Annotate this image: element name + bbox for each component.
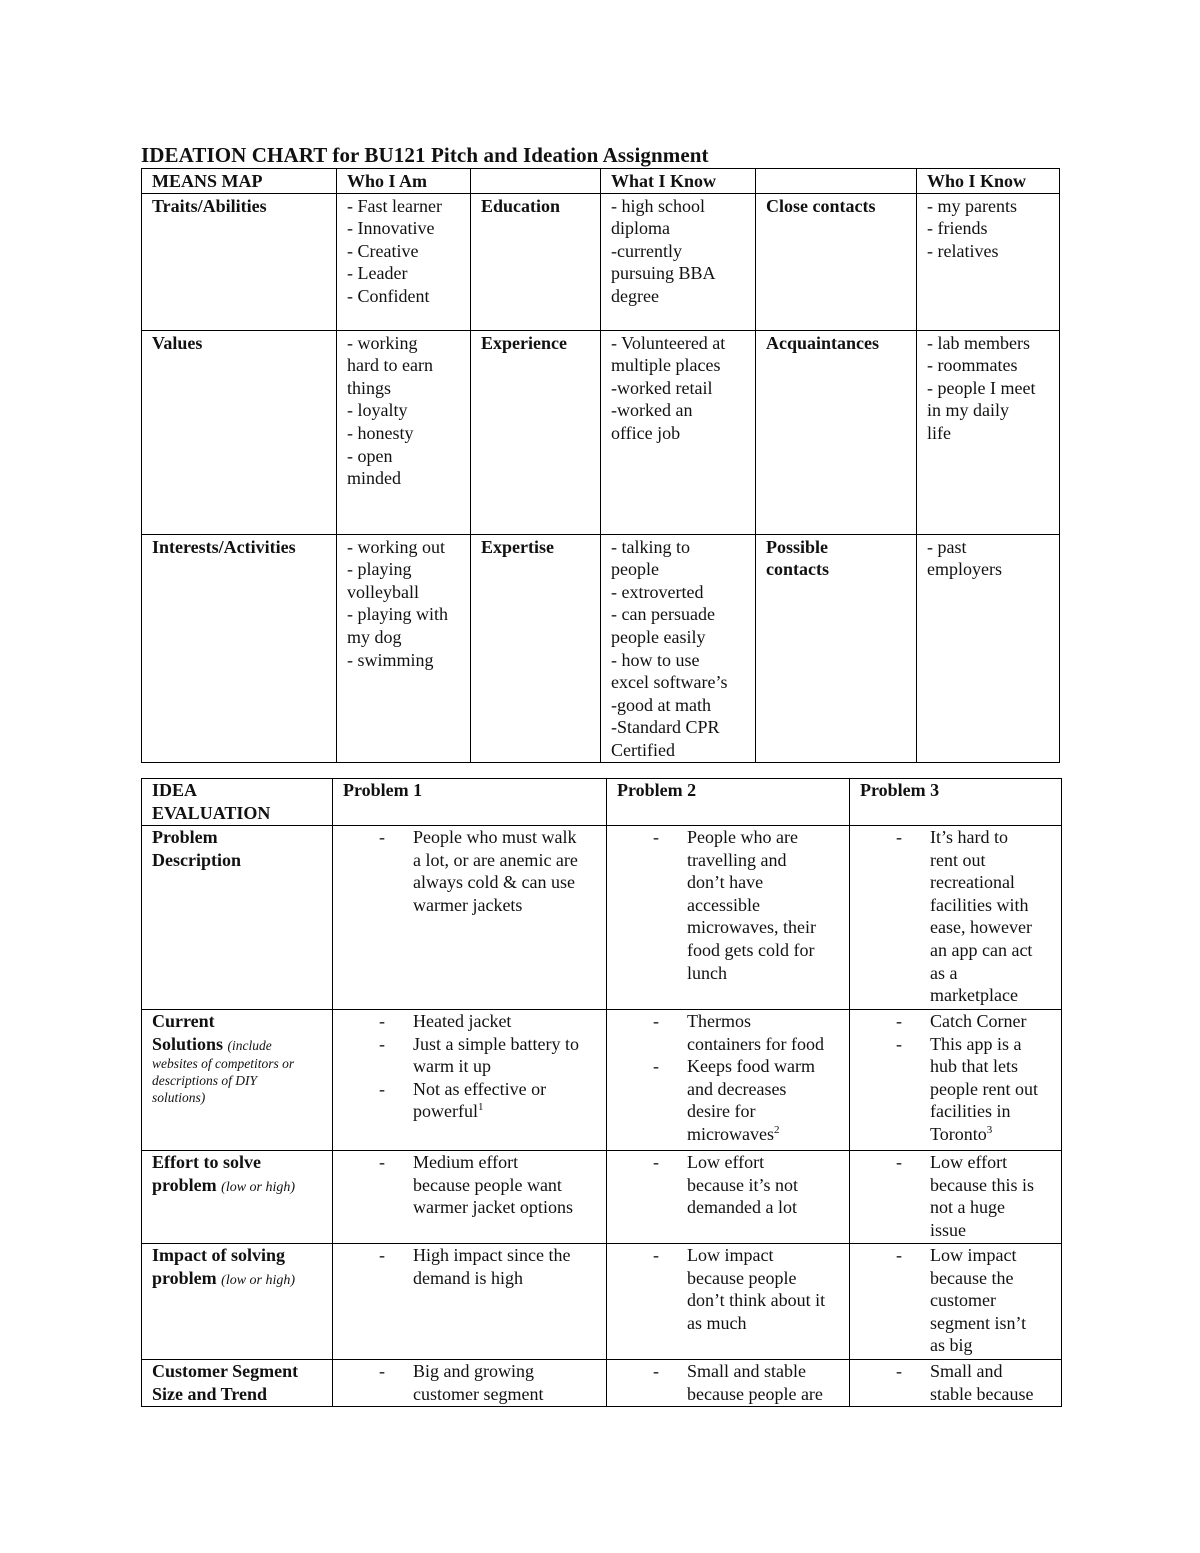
who-i-am-cell (337, 193, 471, 330)
cell-line: segment isn’t (930, 1312, 1027, 1333)
bullet-text (687, 1010, 841, 1055)
problem-2-cell (607, 1010, 850, 1151)
cell-line: diploma (611, 218, 670, 239)
bullet-item (343, 1151, 598, 1219)
bullet-text (413, 1033, 598, 1078)
eval-row-current-solutions (142, 1010, 1062, 1151)
cell-line: - how to use (611, 649, 700, 670)
footnote-marker[interactable]: 3 (986, 1123, 993, 1136)
cell-line: Heated jacket (413, 1011, 512, 1031)
cell-line: employers (927, 559, 1002, 580)
cell-line: recreational (930, 872, 1015, 893)
cell-line: customer segment (413, 1383, 544, 1404)
bullet-text (930, 1360, 1053, 1405)
cell-line: -currently (611, 240, 682, 261)
cell-line: don’t think about it (687, 1290, 826, 1311)
label-note: (include (227, 1037, 272, 1053)
cell-line: Catch Corner (930, 1011, 1027, 1031)
know-label: Experience (471, 330, 601, 534)
cell-line: -worked retail (611, 377, 713, 398)
bullet-item (617, 1360, 841, 1405)
header-who-i-know: Who I Know (917, 169, 1060, 194)
cell-line: - loyalty (347, 400, 408, 421)
cell-line: - swimming (347, 649, 434, 670)
cell-line: -Standard CPR (611, 717, 720, 738)
cell-line: -worked an (611, 400, 693, 421)
cell-line: facilities in (930, 1101, 1011, 1122)
cell-line: Low impact (687, 1245, 774, 1265)
row-label: Values (142, 330, 337, 534)
who-i-am-cell (337, 534, 471, 762)
bullet-dash: - (896, 1011, 902, 1031)
header-problem-2: Problem 2 (607, 779, 850, 826)
header-line: IDEA (152, 780, 198, 800)
cell-line: Big and growing (413, 1361, 534, 1381)
eval-row-effort (142, 1151, 1062, 1244)
bullet-item (617, 826, 841, 984)
label-line: Current (152, 1011, 215, 1031)
bullet-dash: - (379, 827, 385, 847)
eval-row-problem-description (142, 826, 1062, 1010)
cell-line: People who must walk (413, 827, 577, 847)
label-line: problem (152, 1174, 217, 1195)
header-problem-3: Problem 3 (850, 779, 1062, 826)
cell-line: stable because (930, 1383, 1034, 1404)
row-label (142, 1244, 333, 1360)
idea-evaluation-table (141, 778, 1062, 1407)
means-map-header-row (142, 169, 1060, 194)
cell-line: marketplace (930, 985, 1018, 1006)
cell-line: multiple places (611, 355, 721, 376)
bullet-item (617, 1244, 841, 1334)
cell-line: Thermos (687, 1011, 751, 1031)
header-blank-2 (756, 169, 917, 194)
cell-line: as big (930, 1335, 973, 1356)
cell-line: - Innovative (347, 218, 435, 239)
problem-3-cell (850, 1244, 1062, 1360)
header-problem-1: Problem 1 (333, 779, 607, 826)
problem-3-cell (850, 1151, 1062, 1244)
cell-text: powerful (413, 1101, 478, 1122)
cell-line: things (347, 377, 392, 398)
cell-line: life (927, 422, 951, 443)
cell-line: Low effort (930, 1152, 1008, 1172)
label-note: (low or high) (221, 1179, 296, 1195)
header-what-i-know: What I Know (601, 169, 756, 194)
cell-line: - talking to (611, 536, 690, 557)
bullet-item (860, 1010, 1053, 1033)
bullet-text (687, 1360, 841, 1405)
cell-line: not a huge (930, 1197, 1005, 1218)
cell-text: microwaves (687, 1123, 774, 1144)
bullet-text (687, 1055, 841, 1145)
bullet-dash: - (379, 1361, 385, 1381)
bullet-item (860, 1151, 1053, 1241)
cell-line: - working (347, 332, 418, 353)
bullet-dash: - (379, 1245, 385, 1265)
cell-line: as much (687, 1312, 747, 1333)
bullet-item (343, 1078, 598, 1123)
eval-row-impact (142, 1244, 1062, 1360)
cell-line: warmer jackets (413, 894, 523, 915)
header-blank-1 (471, 169, 601, 194)
bullet-dash: - (653, 1011, 659, 1031)
problem-1-cell (333, 1151, 607, 1244)
cell-line: - Confident (347, 285, 430, 306)
problem-1-cell (333, 1244, 607, 1360)
bullet-item (343, 1010, 598, 1033)
cell-line: - friends (927, 218, 988, 239)
cell-line: ease, however (930, 917, 1032, 938)
bullet-text (413, 826, 598, 916)
cell-line: -good at math (611, 694, 711, 715)
cell-line: travelling and (687, 849, 787, 870)
bullet-item (343, 1244, 598, 1289)
contact-label: Acquaintances (756, 330, 917, 534)
cell-line: accessible (687, 894, 760, 915)
bullet-dash: - (379, 1078, 385, 1099)
bullet-item (617, 1151, 841, 1219)
cell-line: - relatives (927, 240, 999, 261)
cell-line: issue (930, 1219, 966, 1240)
bullet-item (343, 826, 598, 916)
cell-line: a lot, or are anemic are (413, 849, 578, 870)
bullet-dash: - (379, 1033, 385, 1054)
label-line: Problem (152, 827, 218, 847)
cell-line: in my daily (927, 400, 1009, 421)
header-idea-evaluation (142, 779, 333, 826)
eval-row-customer-segment (142, 1360, 1062, 1407)
label-note: descriptions of DIY (152, 1073, 258, 1089)
cell-line: It’s hard to (930, 827, 1008, 847)
problem-1-cell (333, 826, 607, 1010)
cell-line: warm it up (413, 1056, 491, 1077)
cell-line: - working out (347, 536, 445, 557)
cell-line: Keeps food warm (687, 1056, 815, 1077)
cell-line: minded (347, 468, 401, 489)
cell-line: hub that lets (930, 1056, 1018, 1077)
cell-line (413, 1100, 598, 1123)
bullet-text (687, 1151, 841, 1219)
label-line: problem (152, 1267, 217, 1288)
problem-3-cell (850, 826, 1062, 1010)
bullet-dash: - (653, 1152, 659, 1172)
who-i-know-cell (917, 330, 1060, 534)
problem-1-cell (333, 1360, 607, 1407)
row-label (142, 1151, 333, 1244)
label-line: Effort to solve (152, 1152, 261, 1172)
cell-line: always cold & can use (413, 872, 575, 893)
bullet-text (413, 1151, 598, 1219)
bullet-text (413, 1010, 598, 1033)
cell-line: demanded a lot (687, 1197, 797, 1218)
bullet-text (930, 1151, 1053, 1241)
cell-text: Toronto (930, 1123, 987, 1144)
row-label (142, 1360, 333, 1407)
cell-line: - Fast learner (347, 195, 442, 216)
cell-line: degree (611, 285, 659, 306)
label-line: Solutions (152, 1033, 224, 1054)
cell-line: volleyball (347, 581, 419, 602)
cell-line: don’t have (687, 872, 764, 893)
cell-line: desire for (687, 1101, 756, 1122)
bullet-text (413, 1244, 598, 1289)
cell-line: Certified (611, 739, 675, 760)
cell-line: and decreases (687, 1078, 787, 1099)
cell-line: excel software’s (611, 672, 728, 693)
cell-line: demand is high (413, 1267, 523, 1288)
cell-line: Medium effort (413, 1152, 519, 1172)
cell-line: hard to earn (347, 355, 433, 376)
cell-line: pursuing BBA (611, 263, 716, 284)
cell-line: people easily (611, 626, 706, 647)
cell-line: because people are (687, 1383, 823, 1404)
problem-2-cell (607, 826, 850, 1010)
cell-line: This app is a (930, 1033, 1022, 1054)
cell-line: facilities with (930, 894, 1029, 915)
bullet-dash: - (896, 1152, 902, 1172)
cell-line: people rent out (930, 1078, 1038, 1099)
who-i-am-cell (337, 330, 471, 534)
bullet-item (617, 1010, 841, 1055)
cell-line: - Volunteered at (611, 332, 726, 353)
cell-line: office job (611, 422, 681, 443)
problem-2-cell (607, 1244, 850, 1360)
bullet-dash: - (653, 1361, 659, 1381)
bullet-text (413, 1360, 598, 1405)
bullet-item (343, 1033, 598, 1078)
row-label (142, 826, 333, 1010)
cell-line: - can persuade (611, 604, 715, 625)
bullet-dash: - (896, 1361, 902, 1381)
problem-1-cell (333, 1010, 607, 1151)
problem-3-cell (850, 1010, 1062, 1151)
cell-line: people (611, 559, 659, 580)
who-i-know-cell (917, 193, 1060, 330)
cell-line: warmer jacket options (413, 1197, 573, 1218)
label-note: solutions) (152, 1090, 206, 1106)
cell-line (687, 1123, 841, 1146)
row-label: Interests/Activities (142, 534, 337, 762)
cell-line: - people I meet (927, 377, 1036, 398)
cell-line: Small and (930, 1361, 1003, 1381)
means-map-table (141, 168, 1060, 763)
row-label (142, 1010, 333, 1151)
label-line: Size and Trend (152, 1383, 268, 1404)
cell-line: food gets cold for (687, 939, 815, 960)
know-label: Education (471, 193, 601, 330)
contact-label-line: contacts (766, 559, 829, 580)
bullet-item (860, 1244, 1053, 1357)
bullet-item (343, 1360, 598, 1405)
label-line: Customer Segment (152, 1361, 299, 1381)
cell-line: Not as effective or (413, 1078, 547, 1099)
bullet-item (617, 1055, 841, 1145)
cell-line: as a (930, 962, 958, 983)
header-who-i-am: Who I Am (337, 169, 471, 194)
cell-line: microwaves, their (687, 917, 816, 938)
cell-line: - Leader (347, 263, 408, 284)
means-row-values (142, 330, 1060, 534)
cell-line: containers for food (687, 1033, 824, 1054)
cell-line: because this is (930, 1174, 1034, 1195)
cell-line: - my parents (927, 195, 1017, 216)
footnote-marker[interactable]: 1 (477, 1101, 484, 1114)
cell-line: High impact since the (413, 1245, 571, 1265)
means-row-traits (142, 193, 1060, 330)
bullet-text (930, 826, 1053, 1007)
cell-line: Low impact (930, 1245, 1017, 1265)
bullet-text (413, 1078, 598, 1123)
cell-line: - roommates (927, 355, 1018, 376)
cell-line: - extroverted (611, 581, 704, 602)
what-i-know-cell (601, 330, 756, 534)
cell-line: - past (927, 536, 967, 557)
cell-line: - Creative (347, 240, 419, 261)
bullet-dash: - (896, 1033, 902, 1054)
label-line: Impact of solving (152, 1245, 286, 1265)
eval-header-row (142, 779, 1062, 826)
cell-line: People who are (687, 827, 798, 847)
label-note: (low or high) (221, 1272, 296, 1288)
cell-line: Low effort (687, 1152, 765, 1172)
row-label: Traits/Abilities (142, 193, 337, 330)
header-line: EVALUATION (152, 802, 271, 823)
bullet-dash: - (896, 827, 902, 847)
cell-line: because people (687, 1267, 797, 1288)
contact-label-line: Possible (766, 536, 829, 557)
bullet-item (860, 826, 1053, 1007)
what-i-know-cell (601, 534, 756, 762)
bullet-dash: - (653, 827, 659, 847)
cell-line: - honesty (347, 422, 414, 443)
problem-2-cell (607, 1151, 850, 1244)
label-line: Description (152, 849, 241, 870)
cell-line: customer (930, 1290, 996, 1311)
bullet-text (930, 1010, 1053, 1033)
cell-line: - high school (611, 195, 705, 216)
cell-line: my dog (347, 626, 402, 647)
cell-line: - playing (347, 559, 412, 580)
contact-label (756, 534, 917, 762)
page-title: IDEATION CHART for BU121 Pitch and Ideation Assignment (141, 143, 709, 167)
bullet-text (687, 1244, 841, 1334)
bullet-dash: - (896, 1245, 902, 1265)
header-means-map: MEANS MAP (142, 169, 337, 194)
contact-label: Close contacts (756, 193, 917, 330)
cell-line: Small and stable (687, 1361, 806, 1381)
bullet-text (687, 826, 841, 984)
problem-2-cell (607, 1360, 850, 1407)
bullet-dash: - (379, 1011, 385, 1031)
problem-3-cell (850, 1360, 1062, 1407)
cell-line: lunch (687, 962, 727, 983)
bullet-dash: - (653, 1056, 659, 1077)
bullet-dash: - (653, 1245, 659, 1265)
cell-line: because it’s not (687, 1174, 798, 1195)
bullet-text (930, 1244, 1053, 1357)
who-i-know-cell (917, 534, 1060, 762)
footnote-marker[interactable]: 2 (773, 1123, 780, 1136)
means-row-interests (142, 534, 1060, 762)
label-note: websites of competitors or (152, 1056, 295, 1072)
bullet-item (860, 1360, 1053, 1405)
cell-line: because people want (413, 1174, 562, 1195)
bullet-text (930, 1033, 1053, 1146)
cell-line: rent out (930, 849, 986, 870)
cell-line: - open (347, 445, 393, 466)
cell-line: because the (930, 1267, 1014, 1288)
know-label: Expertise (471, 534, 601, 762)
cell-line: - playing with (347, 604, 448, 625)
cell-line: - lab members (927, 332, 1030, 353)
cell-line: an app can act (930, 939, 1033, 960)
bullet-dash: - (379, 1152, 385, 1172)
what-i-know-cell (601, 193, 756, 330)
bullet-item (860, 1033, 1053, 1146)
cell-line (930, 1123, 1053, 1146)
cell-line: Just a simple battery to (413, 1033, 579, 1054)
